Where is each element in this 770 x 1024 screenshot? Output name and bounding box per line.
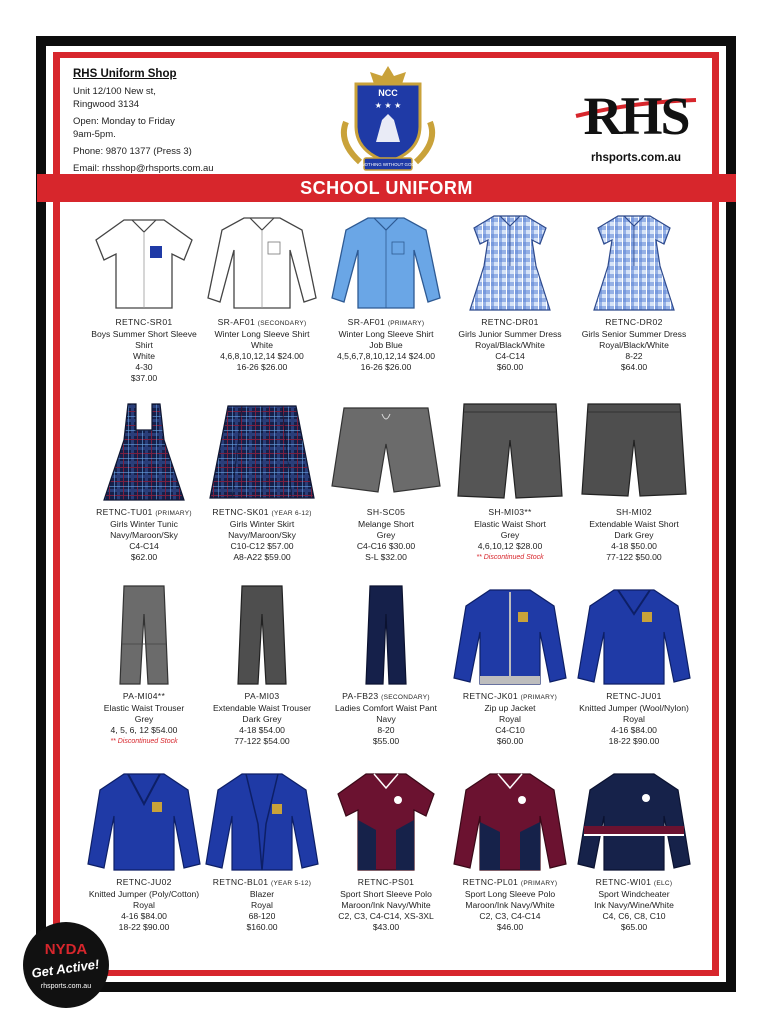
melange-short-icon [326,400,446,504]
item-line: Knitted Jumper (Poly/Cotton) [88,889,200,899]
item-line: C4-C14 [495,351,525,361]
summer-dress-icon [450,210,570,314]
item-line: Boys Summer Short Sleeve Shirt [91,329,197,350]
item-sh-sc05 [324,400,448,563]
item-line: 8-20 [377,725,395,735]
item-line: C10-C12 $57.00 [230,541,294,551]
item-code: RETNC-JU02 [116,877,172,887]
jumper-icon [574,584,694,688]
blue-long-sleeve-shirt-icon [326,210,446,314]
item-line: C4, C6, C8, C10 [602,911,666,921]
item-line: A8-A22 $59.00 [233,552,291,562]
item-line: 4-16 $84.00 [611,725,657,735]
item-line: 8-22 [625,351,643,361]
item-line: Melange Short [358,519,414,529]
item-code: RETNC-JU01 [606,691,662,701]
item-line: 4,6,8,10,12,14 $24.00 [220,351,304,361]
item-line: Sport Windcheater [598,889,670,899]
svg-text:★ ★ ★: ★ ★ ★ [374,101,402,110]
long-sleeve-shirt-icon [202,210,322,314]
item-line: Winter Long Sleeve Shirt [338,329,434,339]
item-line: Elastic Waist Trouser [103,703,185,713]
item-line: Elastic Waist Short [474,519,546,529]
item-line: $160.00 [246,922,278,932]
shop-address-line-1: Unit 12/100 New st, [73,86,156,97]
item-line: 16-26 $26.00 [360,362,412,372]
crest-motto: NOTHING WITHOUT GOD [361,162,415,167]
item-retnc-sk01 [200,400,324,563]
item-line: Royal [623,714,645,724]
item-retnc-ju01 [572,584,696,747]
item-line: $62.00 [130,552,158,562]
extendable-short-icon [574,400,694,504]
item-line: Job Blue [369,340,403,350]
item-line: Extendable Waist Trouser [212,703,312,713]
rhs-logo-icon [572,72,700,150]
shop-hours-line-1: Open: Monday to Friday [73,116,175,127]
item-line: 4-18 $50.00 [611,541,657,551]
item-code: SH-MI02 [615,507,652,517]
item-retnc-sr01 [82,210,206,384]
item-line: Maroon/Ink Navy/White [341,900,431,910]
item-retnc-jk01 [448,584,572,747]
item-line: 18-22 $90.00 [608,736,660,746]
item-code: RETNC-SK01 (YEAR 6-12) [212,507,312,517]
item-line: Girls Winter Tunic [110,519,178,529]
item-line: $65.00 [620,922,648,932]
elastic-trouser-icon [84,584,204,688]
item-line: Grey [500,530,520,540]
item-line: 77-122 $50.00 [606,552,662,562]
item-line: Royal [499,714,521,724]
item-code: RETNC-PS01 [357,877,415,887]
item-line: C4-C16 $30.00 [356,541,416,551]
shop-name: RHS Uniform Shop [73,68,177,80]
school-crest-icon [338,64,438,176]
blazer-icon [202,770,322,874]
item-code: SH-MI03** [488,507,532,517]
item-line: C2, C3, C4-C14 [479,911,541,921]
summer-dress-icon [574,210,694,314]
item-line: Sport Short Sleeve Polo [340,889,432,899]
item-line: Girls Junior Summer Dress [458,329,562,339]
item-line: $46.00 [496,922,524,932]
item-line: Royal [251,900,273,910]
badge-brand: NYDA [44,941,88,958]
item-sr-af01-secondary [200,210,324,373]
long-sleeve-polo-icon [450,770,570,874]
zip-jacket-icon [450,584,570,688]
item-line: Extendable Waist Short [589,519,679,529]
item-line: 4, 5, 6, 12 $54.00 [110,725,178,735]
item-line: 16-26 $26.00 [236,362,288,372]
item-line: $55.00 [372,736,400,746]
item-retnc-dr01 [448,210,572,373]
item-code: RETNC-WI01 (ELC) [595,877,673,887]
item-line: 4-30 [135,362,153,372]
discontinued-note: ** Discontinued Stock [476,554,544,561]
rhs-logo-text: RHS [583,86,689,146]
school-uniform-banner: SCHOOL UNIFORM [37,174,736,202]
jumper-icon [84,770,204,874]
item-retnc-dr02 [572,210,696,373]
item-line: Girls Winter Skirt [229,519,295,529]
item-line: $37.00 [130,373,158,383]
item-line: C4-C10 [495,725,525,735]
shop-info [73,68,293,175]
shop-email[interactable]: Email: rhsshop@rhsports.com.au [73,163,214,174]
item-line: Navy/Maroon/Sky [110,530,178,540]
nyda-get-active-badge [22,921,110,1009]
navy-pant-icon [326,584,446,688]
item-line: Grey [376,530,396,540]
item-pa-fb23 [324,584,448,747]
item-line: Blazer [249,889,275,899]
discontinued-note: ** Discontinued Stock [110,738,178,745]
item-retnc-tu01 [82,400,206,563]
windcheater-icon [574,770,694,874]
item-line: $60.00 [496,362,524,372]
item-code: RETNC-DR02 [605,317,663,327]
crest-initials: NCC [378,88,398,98]
item-line: S-L $32.00 [365,552,407,562]
item-line: Winter Long Sleeve Shirt [214,329,310,339]
tunic-icon [84,400,204,504]
item-line: Ink Navy/Wine/White [594,900,674,910]
item-line: $64.00 [620,362,648,372]
item-line: 18-22 $90.00 [118,922,170,932]
item-line: Girls Senior Summer Dress [581,329,687,339]
rhs-brand [572,72,700,172]
item-code: SH-SC05 [366,507,406,517]
item-code: PA-MI03 [244,691,280,701]
badge-slogan: Get Active! [30,956,101,981]
item-line: 4,6,10,12 $28.00 [477,541,543,551]
item-code: PA-MI04** [122,691,166,701]
shop-phone: Phone: 9870 1377 (Press 3) [73,146,192,157]
item-sr-af01-primary [324,210,448,373]
item-line: $60.00 [496,736,524,746]
item-code: SR-AF01 (PRIMARY) [347,317,425,327]
item-line: Royal [133,900,155,910]
item-line: Maroon/Ink Navy/White [465,900,555,910]
skirt-icon [202,400,322,504]
short-sleeve-shirt-icon [84,210,204,314]
item-line: Royal/Black/White [475,340,545,350]
brand-website[interactable]: rhsports.com.au [590,152,682,164]
item-line: White [251,340,273,350]
item-line: Sport Long Sleeve Polo [464,889,556,899]
item-line: C2, C3, C4-C14, XS-3XL [338,911,434,921]
item-line: 68-120 [248,911,276,921]
item-pa-mi03 [200,584,324,747]
item-line: Navy [376,714,396,724]
item-retnc-ju02 [82,770,206,933]
item-code: RETNC-TU01 (PRIMARY) [96,507,192,517]
shop-hours-line-2: 9am-5pm. [73,129,116,140]
shop-address-line-2: Ringwood 3134 [73,99,140,110]
item-retnc-bl01 [200,770,324,933]
item-code: RETNC-PL01 (PRIMARY) [462,877,558,887]
item-line: Navy/Maroon/Sky [228,530,296,540]
item-line: Royal/Black/White [599,340,669,350]
extendable-trouser-icon [202,584,322,688]
short-sleeve-polo-icon [326,770,446,874]
item-line: 4,5,6,7,8,10,12,14 $24.00 [337,351,435,361]
item-line: Dark Grey [614,530,654,540]
item-line: 4-16 $84.00 [121,911,167,921]
item-line: 77-122 $54.00 [234,736,290,746]
item-retnc-pl01 [448,770,572,933]
item-line: C4-C14 [129,541,159,551]
item-retnc-wi01 [572,770,696,933]
item-code: RETNC-BL01 (YEAR 5-12) [212,877,312,887]
item-line: 4-18 $54.00 [239,725,285,735]
item-line: $43.00 [372,922,400,932]
item-code: SR-AF01 (SECONDARY) [217,317,307,327]
item-line: Zip up Jacket [484,703,536,713]
item-sh-mi02 [572,400,696,563]
item-code: RETNC-JK01 (PRIMARY) [462,691,558,701]
item-line: Ladies Comfort Waist Pant [335,703,437,713]
item-sh-mi03 [448,400,572,563]
elastic-short-icon [450,400,570,504]
item-code: PA-FB23 (SECONDARY) [342,691,430,701]
item-line: White [133,351,155,361]
badge-website: rhsports.com.au [40,983,92,990]
item-code: RETNC-SR01 [115,317,173,327]
item-retnc-ps01 [324,770,448,933]
item-pa-mi04 [82,584,206,747]
item-line: Dark Grey [242,714,282,724]
item-line: Grey [134,714,154,724]
item-line: Knitted Jumper (Wool/Nylon) [579,703,689,713]
item-code: RETNC-DR01 [481,317,539,327]
